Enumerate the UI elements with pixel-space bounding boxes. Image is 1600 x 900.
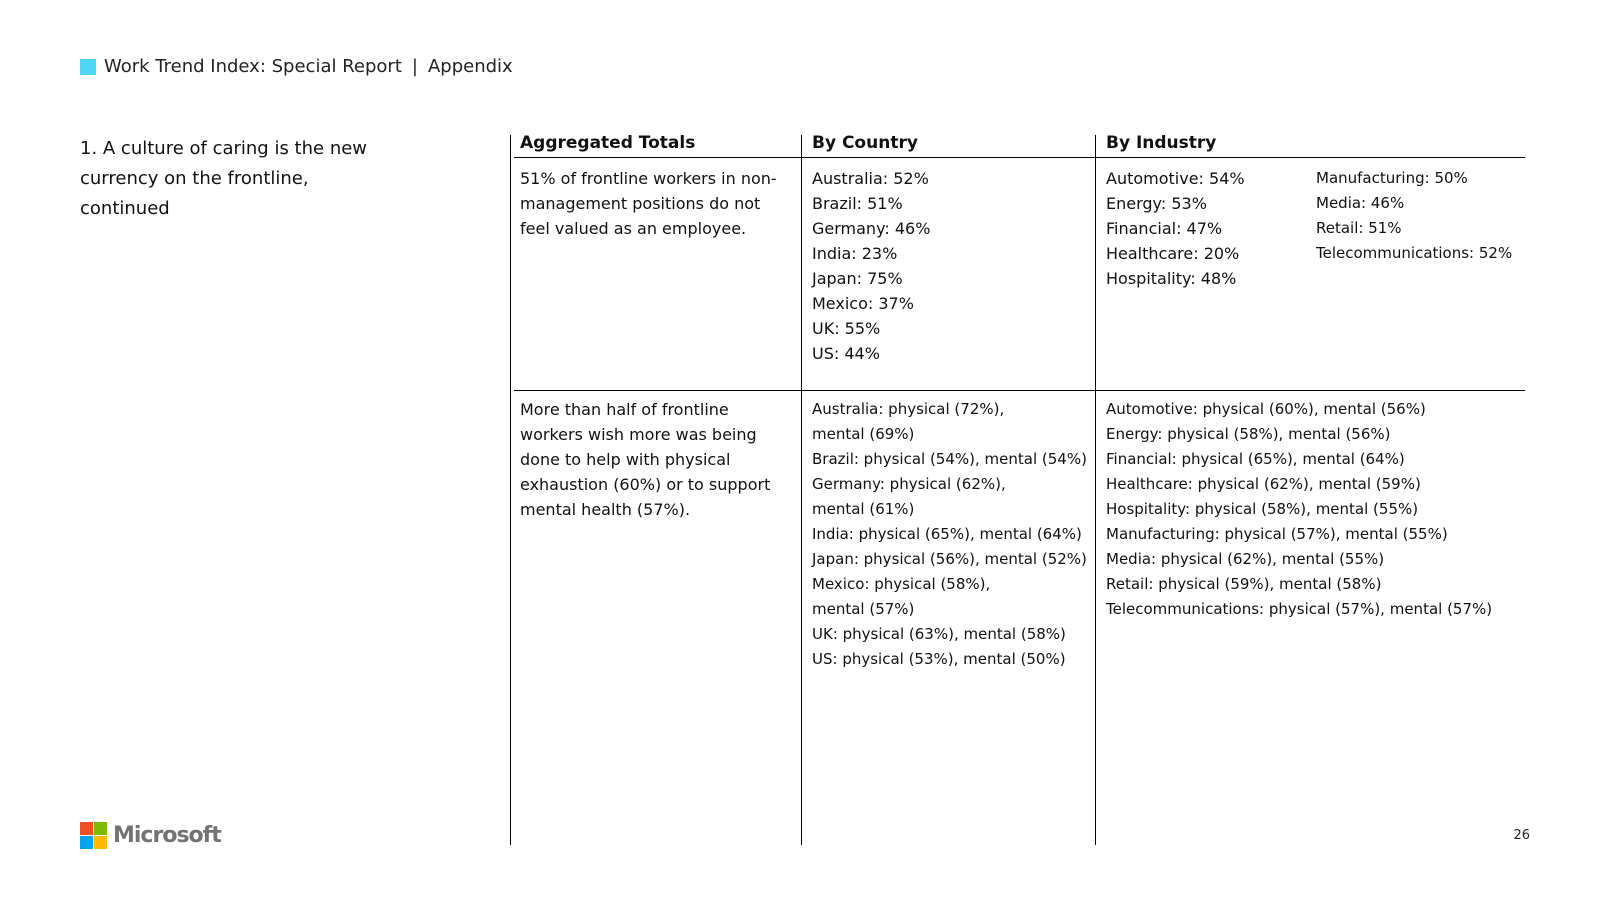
row-rule bbox=[514, 390, 1525, 391]
list-item: Financial: physical (65%), mental (64%) bbox=[1106, 450, 1405, 468]
table-divider-3 bbox=[1095, 135, 1096, 845]
list-item: Telecommunications: 52% bbox=[1316, 244, 1513, 262]
table-divider-2 bbox=[801, 135, 802, 845]
list-item: India: physical (65%), mental (64%) bbox=[812, 525, 1082, 543]
list-item: Mexico: 37% bbox=[812, 294, 914, 313]
microsoft-logo bbox=[80, 822, 221, 849]
section-title: 1. A culture of caring is the new currency on the frontline, continued bbox=[80, 138, 368, 219]
list-item: Automotive: physical (60%), mental (56%) bbox=[1106, 400, 1426, 418]
list-item: Germany: 46% bbox=[812, 219, 931, 238]
list-item: Energy: 53% bbox=[1106, 194, 1207, 213]
list-item: Retail: 51% bbox=[1316, 219, 1402, 237]
row2-industry-cell bbox=[1106, 397, 1576, 622]
list-item: Automotive: 54% bbox=[1106, 169, 1245, 188]
list-item: Germany: physical (62%), bbox=[812, 475, 1006, 493]
list-item: Japan: physical (56%), mental (52%) bbox=[812, 550, 1087, 568]
list-item: Manufacturing: 50% bbox=[1316, 169, 1468, 187]
logo-square-green bbox=[94, 822, 107, 835]
logo-square-red bbox=[80, 822, 93, 835]
list-item: UK: physical (63%), mental (58%) bbox=[812, 625, 1066, 643]
list-item: Financial: 47% bbox=[1106, 219, 1223, 238]
report-section: Appendix bbox=[427, 56, 513, 77]
list-item: Energy: physical (58%), mental (56%) bbox=[1106, 425, 1391, 443]
list-item: India: 23% bbox=[812, 244, 898, 263]
logo-square-blue bbox=[80, 836, 93, 849]
list-item: UK: 55% bbox=[812, 319, 881, 338]
accent-square-icon bbox=[80, 59, 96, 75]
row1-country-cell bbox=[812, 166, 1092, 366]
logo-wordmark: Microsoft bbox=[113, 823, 221, 848]
list-item: mental (69%) bbox=[812, 425, 915, 443]
column-header-industry: By Industry bbox=[1106, 133, 1217, 153]
list-item: Australia: physical (72%), bbox=[812, 400, 1005, 418]
list-item: mental (61%) bbox=[812, 500, 915, 518]
row1-aggregate-text: 51% of frontline workers in non-management positions do not feel valued as an employee. bbox=[520, 169, 777, 238]
page-number: 26 bbox=[1513, 828, 1530, 843]
row1-industry-cell-right bbox=[1316, 166, 1546, 266]
row1-industry-cell-left bbox=[1106, 166, 1306, 291]
row1-aggregate-cell bbox=[520, 166, 788, 241]
microsoft-logo-icon bbox=[80, 822, 107, 849]
list-item: Mexico: physical (58%), bbox=[812, 575, 991, 593]
list-item: Healthcare: physical (62%), mental (59%) bbox=[1106, 475, 1421, 493]
logo-square-yellow bbox=[94, 836, 107, 849]
row2-country-cell bbox=[812, 397, 1092, 672]
list-item: Australia: 52% bbox=[812, 169, 929, 188]
header-separator: | bbox=[411, 56, 418, 77]
report-header bbox=[80, 56, 513, 77]
report-title: Work Trend Index: Special Report bbox=[104, 56, 402, 77]
list-item: Healthcare: 20% bbox=[1106, 244, 1240, 263]
row2-aggregate-text: More than half of frontline workers wish more was being done to help with physical exhaustion (60%) or to support mental health (57%). bbox=[520, 400, 771, 519]
list-item: Media: 46% bbox=[1316, 194, 1405, 212]
list-item: Hospitality: 48% bbox=[1106, 269, 1237, 288]
list-item: Media: physical (62%), mental (55%) bbox=[1106, 550, 1385, 568]
list-item: US: physical (53%), mental (50%) bbox=[812, 650, 1066, 668]
list-item: Retail: physical (59%), mental (58%) bbox=[1106, 575, 1382, 593]
table-divider-1 bbox=[510, 135, 511, 845]
list-item: Telecommunications: physical (57%), mental (57%) bbox=[1106, 600, 1493, 618]
list-item: Brazil: physical (54%), mental (54%) bbox=[812, 450, 1087, 468]
list-item: Manufacturing: physical (57%), mental (55%) bbox=[1106, 525, 1448, 543]
list-item: Japan: 75% bbox=[812, 269, 903, 288]
column-header-aggregate: Aggregated Totals bbox=[520, 133, 696, 153]
list-item: Hospitality: physical (58%), mental (55%) bbox=[1106, 500, 1419, 518]
header-rule bbox=[514, 157, 1525, 158]
list-item: Brazil: 51% bbox=[812, 194, 903, 213]
column-header-country: By Country bbox=[812, 133, 918, 153]
list-item: mental (57%) bbox=[812, 600, 915, 618]
list-item: US: 44% bbox=[812, 344, 880, 363]
row2-aggregate-cell bbox=[520, 397, 788, 522]
